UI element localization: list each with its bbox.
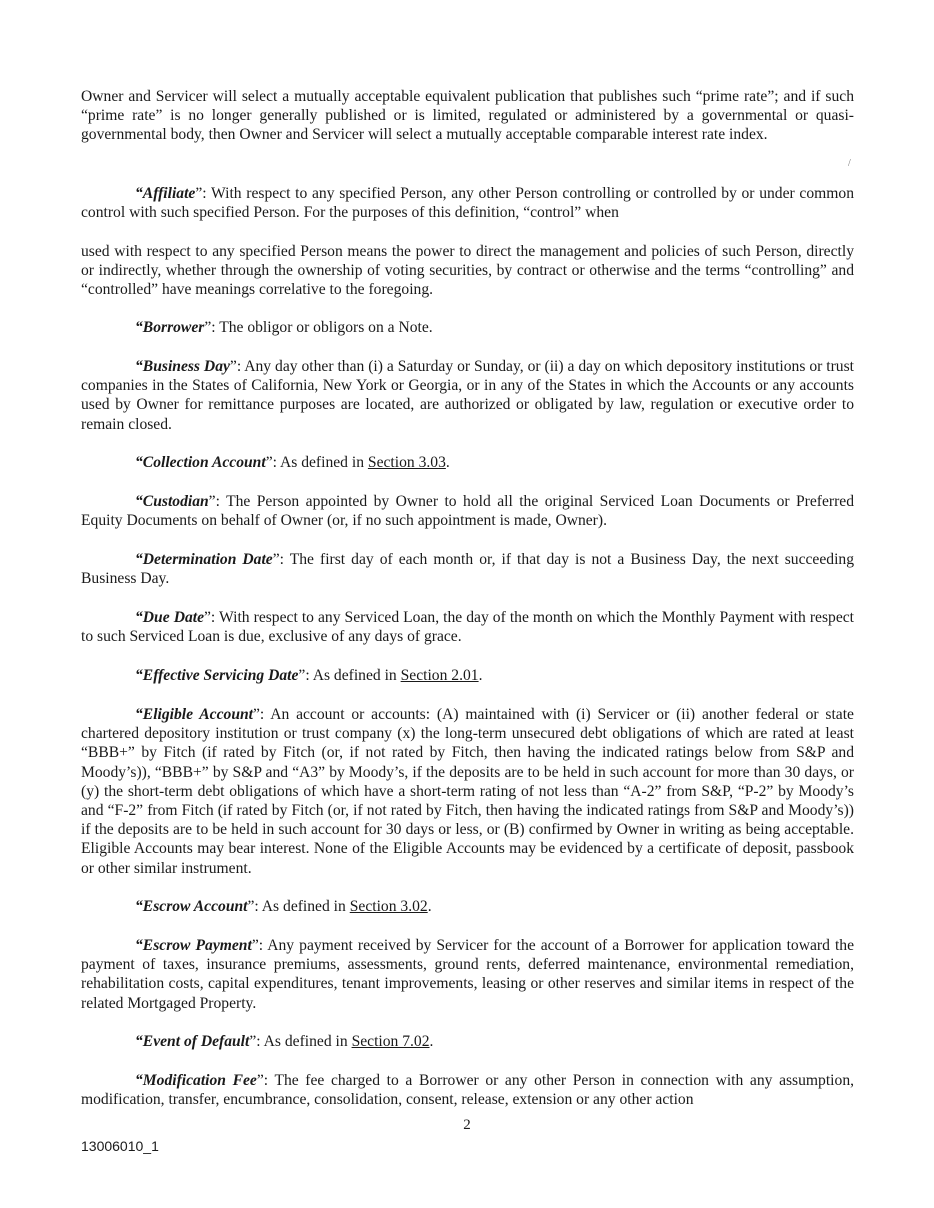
defined-term: “Escrow Payment <box>135 937 252 954</box>
definition-text: ”: The obligor or obligors on a Note. <box>204 319 433 336</box>
definition-text: ”: As defined in <box>249 1033 352 1050</box>
definition-borrower <box>81 318 854 337</box>
period: . <box>478 667 483 684</box>
definition-text: ”: As defined in <box>265 454 368 471</box>
section-reference-link[interactable]: Section 3.03 <box>367 454 446 471</box>
section-reference-link[interactable]: Section 2.01 <box>400 667 479 684</box>
definition-text: ”: As defined in <box>298 667 401 684</box>
definition-custodian <box>81 492 854 530</box>
defined-term: “Event of Default <box>135 1033 250 1050</box>
definition-modification-fee <box>81 1071 854 1109</box>
defined-term: “Escrow Account <box>135 898 248 915</box>
definition-effective-servicing-date <box>81 666 854 685</box>
definition-escrow-account <box>81 897 854 916</box>
period: . <box>445 454 450 471</box>
defined-term: “Custodian <box>135 493 209 510</box>
defined-term: “Modification Fee <box>135 1072 257 1089</box>
stray-mark: / <box>848 158 851 169</box>
definition-collection-account <box>81 453 854 472</box>
definition-affiliate-continued: used with respect to any specified Person means the power to direct the management and policies of such Person, directly or indirectly, whether through the ownership of voting securities, by contract or otherwise and the terms “controlling” and “controlled” have meanings correlative to the foregoing. <box>81 243 854 299</box>
definition-text: ”: An account or accounts: (A) maintained with (i) Servicer or (ii) another federal or state chartered depository institution or trust company (x) the long-term unsecured debt obligations of which are rated at least “BBB+” by Fitch (if rated by Fitch (or, if not rated by Fitch, then having the indicated ratings below from S&P and Moody’s)), “BBB+” by S&P and “A3” by Moody’s, if the deposits are to be held in such account for more than 30 days, or (y) the short-term debt obligations of which have a short-term rating of not less than “A-2” from S&P, “P-2” by Moody’s and “F-2” from Fitch (if rated by Fitch (or, if not rated by Fitch, then having the indicated ratings from S&P and Moody’s)) if the deposits are to be held in such account for 30 days or less, or (B) confirmed by Owner in writing as being acceptable. Eligible Accounts may bear interest. None of the Eligible Accounts may be evidenced by a certificate of deposit, passbook or other similar instrument. <box>81 706 854 877</box>
definition-text: ”: Any payment received by Servicer for the account of a Borrower for application toward the payment of taxes, insurance premiums, assessments, ground rents, deferred maintenance, environmental remediation, rehabilitation costs, capital expenditures, tenant improvements, leasing or other reserves and similar items in respect of the related Mortgaged Property. <box>81 937 854 1012</box>
defined-term: “Collection Account <box>135 454 266 471</box>
definition-escrow-payment <box>81 936 854 1013</box>
defined-term: “Eligible Account <box>135 706 253 723</box>
section-reference-link[interactable]: Section 7.02 <box>351 1033 430 1050</box>
definition-text: ”: With respect to any specified Person, any other Person controlling or controlled by or under common control with such specified Person. For the purposes of this definition, “control” when <box>81 185 854 222</box>
definition-text: ”: As defined in <box>247 898 350 915</box>
defined-term: “Effective Servicing Date <box>135 667 299 684</box>
definition-text: ”: The first day of each month or, if that day is not a Business Day, the next succeeding Business Day. <box>81 551 854 588</box>
continuation-paragraph: Owner and Servicer will select a mutually acceptable equivalent publication that publishes such “prime rate”; and if such “prime rate” is no longer generally published or is limited, regulated or administered by a governmental or quasi-governmental body, then Owner and Servicer will select a mutually acceptable comparable interest rate index. <box>81 88 854 144</box>
document-number: 13006010_1 <box>81 1138 159 1154</box>
definition-event-of-default <box>81 1032 854 1051</box>
defined-term: “Affiliate <box>135 185 196 202</box>
definition-eligible-account <box>81 705 854 878</box>
definition-text: ”: The fee charged to a Borrower or any other Person in connection with any assumption, modification, transfer, encumbrance, consolidation, consent, release, extension or any other action <box>81 1072 855 1109</box>
defined-term: “Business Day <box>135 358 230 375</box>
defined-term: “Determination Date <box>135 551 273 568</box>
section-reference-link[interactable]: Section 3.02 <box>349 898 428 915</box>
period: . <box>429 1033 434 1050</box>
definition-determination-date <box>81 550 854 588</box>
period: . <box>427 898 432 915</box>
definition-affiliate <box>81 184 854 222</box>
definition-text: ”: With respect to any Serviced Loan, the day of the month on which the Monthly Payment with respect to such Serviced Loan is due, exclusive of any days of grace. <box>81 609 854 646</box>
definition-text: ”: Any day other than (i) a Saturday or Sunday, or (ii) a day on which depository institutions or trust companies in the States of California, New York or Georgia, or in any of the States in which the Accounts or any accounts used by Owner for remittance purposes are located, are authorized or obligated by law, regulation or executive order to remain closed. <box>81 358 854 433</box>
page-number: 2 <box>463 1117 471 1133</box>
defined-term: “Due Date <box>135 609 205 626</box>
definition-text: ”: The Person appointed by Owner to hold all the original Serviced Loan Documents or Preferred Equity Documents on behalf of Owner (or, if no such appointment is made, Owner). <box>81 493 854 530</box>
definition-due-date <box>81 608 854 646</box>
definition-business-day <box>81 357 854 434</box>
defined-term: “Borrower <box>135 319 205 336</box>
